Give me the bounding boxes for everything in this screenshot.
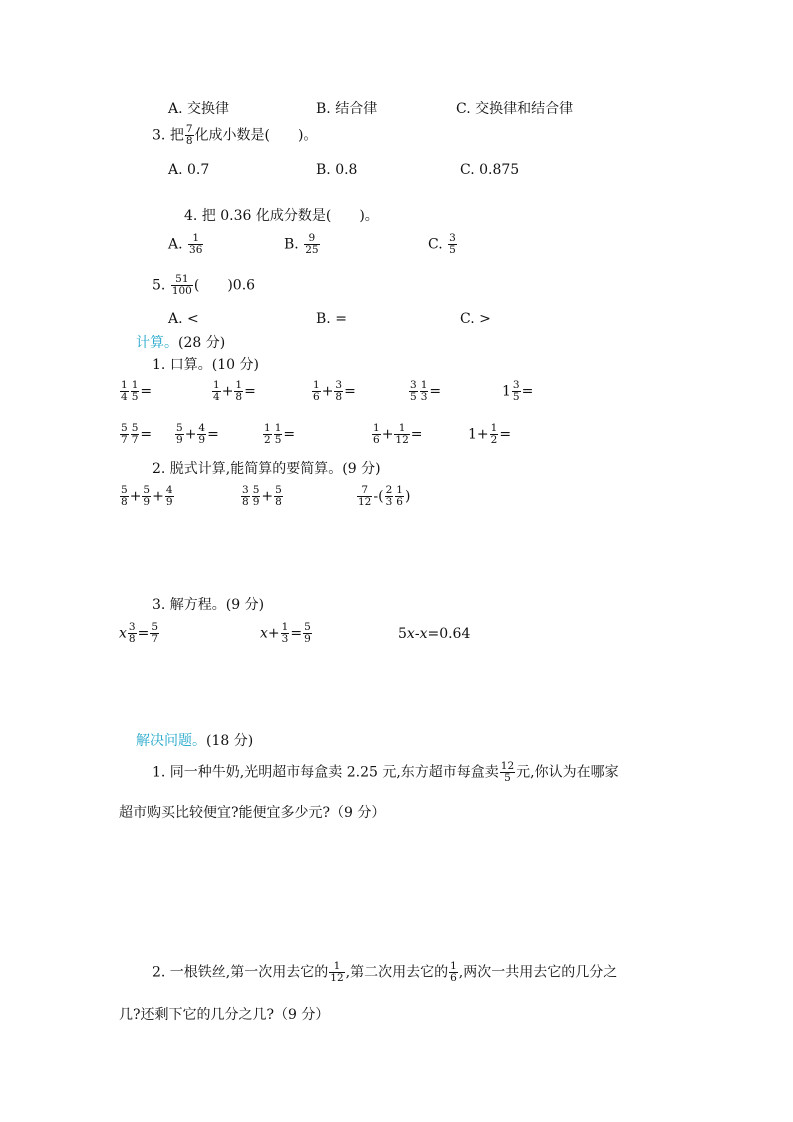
part-2-title: 2. 脱式计算,能简算的要简算。(9 分) (152, 461, 381, 477)
section-heading-solve: 解决问题。(18 分) (136, 733, 254, 749)
question-number: 3. (152, 127, 166, 144)
part-1-title: 1. 口算。(10 分) (152, 357, 259, 373)
oral-item: $\frac{1}{4}$ + $\frac{1}{8}$ = (213, 379, 256, 403)
problem-1-line-2: 超市购买比较便宜?能便宜多少元?（9 分） (119, 805, 386, 821)
option-c: C. > (460, 311, 491, 327)
problem-2-line-2: 几?还剩下它的几分之几?（9 分） (119, 1007, 330, 1023)
question-5: 5. $\frac{51}{100}$ ( )0.6 (152, 273, 256, 297)
oral-item: 1 $\frac{3}{5}$ = (502, 379, 534, 403)
oral-item: $\frac{1}{4}$ $\frac{1}{5}$ = (121, 379, 153, 403)
option-b: B. 0.8 (316, 162, 358, 178)
oral-item: $\frac{3}{5}$ $\frac{1}{3}$ = (410, 379, 442, 403)
oral-item: 1+ $\frac{1}{2}$ = (468, 422, 512, 446)
option-a: A. $\frac{1}{36}$ (168, 232, 203, 256)
equation-item: 5x-x=0.64 (398, 626, 471, 642)
option-c: C. 0.875 (460, 162, 520, 178)
expression-item: $\frac{7}{12}$ -( $\frac{2}{3}$ $\frac{1}{6}$ ) (358, 484, 411, 508)
option-b: B. $\frac{9}{25}$ (284, 232, 319, 256)
option-a: A. < (168, 311, 199, 327)
part-3-title: 3. 解方程。(9 分) (152, 597, 265, 613)
oral-item: $\frac{1}{2}$ $\frac{1}{5}$ = (264, 422, 296, 446)
option-c: C. 交换律和结合律 (456, 101, 574, 117)
question-3: 3. 把 $\frac{7}{8}$ 化成小数是( )。 (152, 123, 318, 147)
oral-item: $\frac{1}{6}$ + $\frac{3}{8}$ = (313, 379, 356, 403)
oral-item: $\frac{5}{9}$ + $\frac{4}{9}$ = (176, 422, 219, 446)
option-b: B. 结合律 (316, 101, 378, 117)
fraction: $\frac{7}{8}$ (185, 123, 193, 147)
oral-item: $\frac{1}{6}$ + $\frac{1}{12}$ = (373, 422, 423, 446)
problem-2-line-1: 2. 一根铁丝,第一次用去它的 $\frac{1}{12}$ ,第二次用去它的 $\frac{1}{6}$ ,两次一共用去它的几分之 (152, 960, 618, 984)
equation-item: x $\frac{3}{8}$ = $\frac{5}{7}$ (119, 621, 159, 645)
equation-item: x+ $\frac{1}{3}$ = $\frac{5}{9}$ (260, 621, 311, 645)
option-a: A. 0.7 (168, 162, 210, 178)
oral-item: $\frac{5}{7}$ $\frac{5}{7}$ = (121, 422, 153, 446)
option-a: A. 交换律 (168, 101, 230, 117)
question-4: 4. 把 0.36 化成分数是( )。 (184, 208, 379, 224)
option-b: B. = (316, 311, 347, 327)
expression-item: $\frac{5}{8}$ + $\frac{5}{9}$ + $\frac{4}{9}$ (121, 484, 173, 508)
section-heading-calc: 计算。(28 分) (136, 335, 226, 351)
option-c: C. $\frac{3}{5}$ (428, 232, 456, 256)
problem-1-line-1: 1. 同一种牛奶,光明超市每盒卖 2.25 元,东方超市每盒卖 $\frac{12}{5}$ 元,你认为在哪家 (152, 760, 619, 784)
expression-item: $\frac{3}{8}$ $\frac{5}{9}$ + $\frac{5}{8}$ (242, 484, 282, 508)
